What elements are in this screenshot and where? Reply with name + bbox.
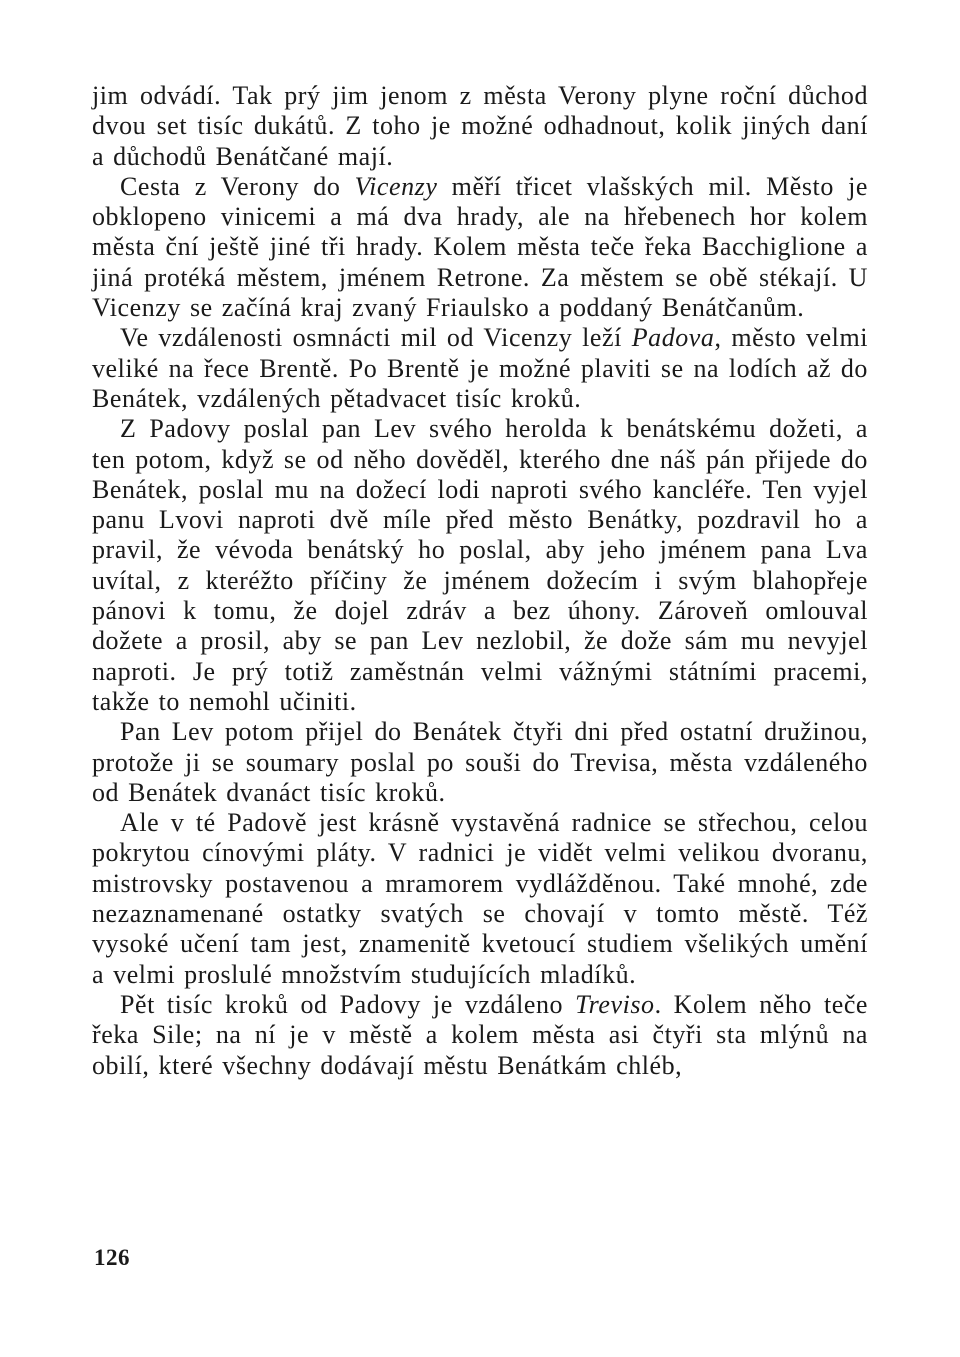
text-run: Pět tisíc kroků od Padovy je vzdáleno xyxy=(120,989,576,1019)
text-run: Z Padovy poslal pan Lev svého herolda k benátskému dožeti, a ten potom, když se od něho dověděl, kterého dne náš pán přijede do Benátek, poslal mu na dožecí lodi naproti svého kancléře. Ten vyjel panu Lvovi naproti dvě míle před město Benátky, pozdravil ho a pravil, že vévoda benátský ho poslal, aby jeho jménem pana Lva uvítal, z kteréžto příčiny že jménem dožecím i svým blahopřeje pánovi k tomu, že dojel zdráv a bez úhony. Zároveň omlouval dožete a prosil, aby se pan Lev nezlobil, že dože sám mu nevyjel naproti. Je prý totiž zaměstnán velmi vážnými státními pracemi, takže to nemohl učiniti. xyxy=(92,414,868,716)
paragraph xyxy=(92,808,868,990)
text-run: Ve vzdálenosti osmnácti mil od Vicenzy leží xyxy=(120,323,632,353)
text-run: , město velmi veliké na řece Brentě. Po Brentě je možné plaviti se na lodích až do Benátek, vzdálených pětadvacet tisíc kroků. xyxy=(92,323,868,413)
paragraph xyxy=(92,323,868,414)
text-run: Ale v té Padově jest krásně vystavěná radnice se střechou, celou pokrytou cínovými pláty. V radnici je vidět velmi velikou dvoranu, mistrovsky postavenou a mramorem vydlážděnou. Také mnohé, zde nezaznamenané ostatky svatých se chovají v tomto městě. Též vysoké učení tam jest, znamenitě kvetoucí studiem všelikých umění a velmi proslulé množstvím studujících mladíků. xyxy=(92,808,868,989)
body-text xyxy=(92,81,868,1081)
place-name-italic: Treviso xyxy=(575,989,655,1019)
paragraph xyxy=(92,172,868,323)
place-name-italic: Padova xyxy=(631,323,715,353)
page-number: 126 xyxy=(94,1245,130,1270)
text-run: jim odvádí. Tak prý jim jenom z města Verony plyne roční důchod dvou set tisíc dukátů. Z toho je možné odhadnout, kolik jiných daní a důchodů Benátčané mají. xyxy=(92,81,868,171)
paragraph xyxy=(92,414,868,717)
place-name-italic: Vicenzy xyxy=(354,171,438,201)
paragraph xyxy=(92,990,868,1081)
text-run: Pan Lev potom přijel do Benátek čtyři dni před ostatní družinou, protože ji se soumary poslal po souši do Trevisa, města vzdáleného od Benátek dvanáct tisíc kroků. xyxy=(92,717,868,807)
text-run: . Kolem něho teče řeka Sile; na ní je v městě a kolem města asi čtyři sta mlýnů na obilí, které všechny dodávají městu Benátkám chléb, xyxy=(92,989,869,1080)
text-run: měří třicet vlašských mil. Město je obklopeno vinicemi a má dva hrady, ale na hřebenech hor kolem města ční ještě jiné tři hrady. Kolem města teče řeka Bacchiglione a jiná protéká městem, jménem Retrone. Za městem se obě stékají. U Vicenzy se začíná kraj zvaný Friaulsko a poddaný Benátčanům. xyxy=(92,171,868,323)
paragraph xyxy=(92,717,868,808)
text-run: Cesta z Verony do xyxy=(120,171,355,201)
paragraph xyxy=(92,81,868,172)
